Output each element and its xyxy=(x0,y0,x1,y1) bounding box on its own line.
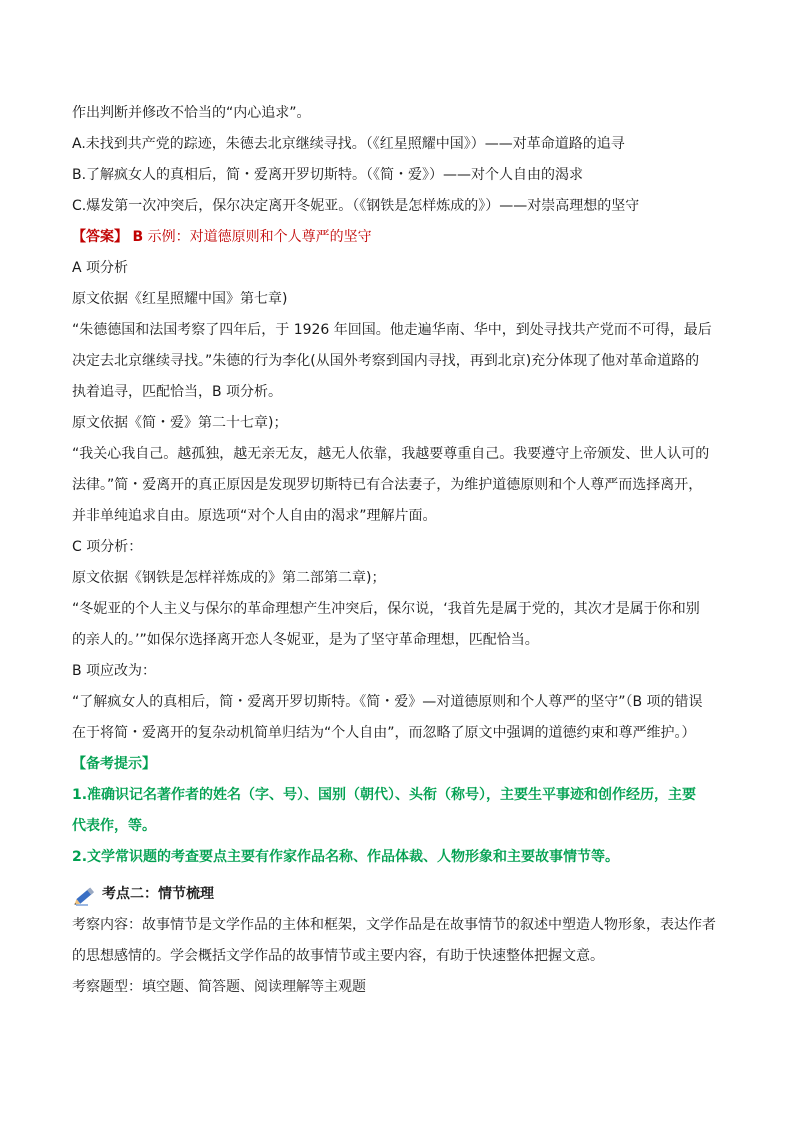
option-b: B.了解疯女人的真相后，简・爱离开罗切斯特。（《简・爱》）——对个人自由的渴求 xyxy=(72,167,584,183)
analysis-line: “我关心我自己。越孤独，越无亲无友，越无人依靠，我越要尊重自己。我要遵守上帝颁发、世人认可的 xyxy=(72,446,710,462)
document-page xyxy=(72,98,732,1003)
section-label: 考点二：情节梳理 xyxy=(102,886,214,902)
analysis-line: 原文依据《简・爱》第二十七章)； xyxy=(72,415,288,431)
answer-tag: 【答案】 xyxy=(72,229,128,245)
analysis-line: C 项分析： xyxy=(72,539,143,555)
analysis-line: 的亲人的。’”如保尔选择离开恋人冬妮亚，是为了坚守革命理想，匹配恰当。 xyxy=(72,632,539,648)
analysis-line: “朱德德国和法国考察了四年后，于 1926 年回国。他走遍华南、华中，到处寻找共产党而不可得，最后 xyxy=(72,322,712,338)
section-heading xyxy=(72,879,732,910)
tips-title: 【备考提示】 xyxy=(72,756,156,772)
pencil-icon xyxy=(72,883,100,907)
tip-line: 代表作，等。 xyxy=(72,818,156,834)
question-intro: 作出判断并修改不恰当的“内心追求”。 xyxy=(72,105,311,121)
section-line: 的思想感情的。学会概括文学作品的故事情节或主要内容，有助于快速整体把握文意。 xyxy=(72,948,604,964)
section-line: 考察题型：填空题、简答题、阅读理解等主观题 xyxy=(72,979,366,995)
analysis-line: “冬妮亚的个人主义与保尔的革命理想产生冲突后，保尔说，‘我首先是属于党的，其次才是属于你和别 xyxy=(72,601,700,617)
tip-line: 2.文学常识题的考查要点主要有作家作品名称、作品体裁、人物形象和主要故事情节等。 xyxy=(72,849,620,865)
analysis-line: 执着追寻，匹配恰当，B 项分析。 xyxy=(72,384,283,400)
tip-line: 1.准确识记名著作者的姓名（字、号）、国别（朝代）、头衔（称号），主要生平事迹和创作经历，主要 xyxy=(72,787,697,803)
analysis-line: 法律。”简・爱离开的真正原因是发现罗切斯特已有合法妻子，为维护道德原则和个人尊严而选择离开， xyxy=(72,477,703,493)
analysis-line: B 项应改为： xyxy=(72,663,157,679)
option-c: C.爆发第一次冲突后，保尔决定离开冬妮亚。（《钢铁是怎样炼成的》）——对崇高理想的坚守 xyxy=(72,198,640,214)
answer-letter: B xyxy=(132,229,144,245)
analysis-line: 原文依据《红星照耀中国》第七章) xyxy=(72,291,288,307)
section-line: 考察内容：故事情节是文学作品的主体和框架，文学作品是在故事情节的叙述中塑造人物形象，表达作者 xyxy=(72,917,716,933)
answer-text: 示例：对道德原则和个人尊严的坚守 xyxy=(147,229,372,245)
answer-line xyxy=(72,222,732,253)
analysis-line: “了解疯女人的真相后，简・爱离开罗切斯特。《简・爱》—对道德原则和个人尊严的坚守”（B 项的错误 xyxy=(72,694,703,710)
analysis-line: 决定去北京继续寻找。”朱德的行为李化(从国外考察到国内寻找，再到北京)充分体现了他对革命道路的 xyxy=(72,353,700,369)
analysis-line: 并非单纯追求自由。原选项“对个人自由的渴求”理解片面。 xyxy=(72,508,437,524)
option-a: A.未找到共产党的踪迹，朱德去北京继续寻找。（《红星照耀中国》）——对革命道路的追寻 xyxy=(72,136,625,152)
analysis-line: 在于将简・爱离开的复杂动机简单归结为“个人自由”，而忽略了原文中强调的道德约束和尊严维护。） xyxy=(72,725,696,741)
analysis-line: 原文依据《钢铁是怎样祥炼成的》第二部第二章)； xyxy=(72,570,386,586)
analysis-line: A 项分析 xyxy=(72,260,129,276)
